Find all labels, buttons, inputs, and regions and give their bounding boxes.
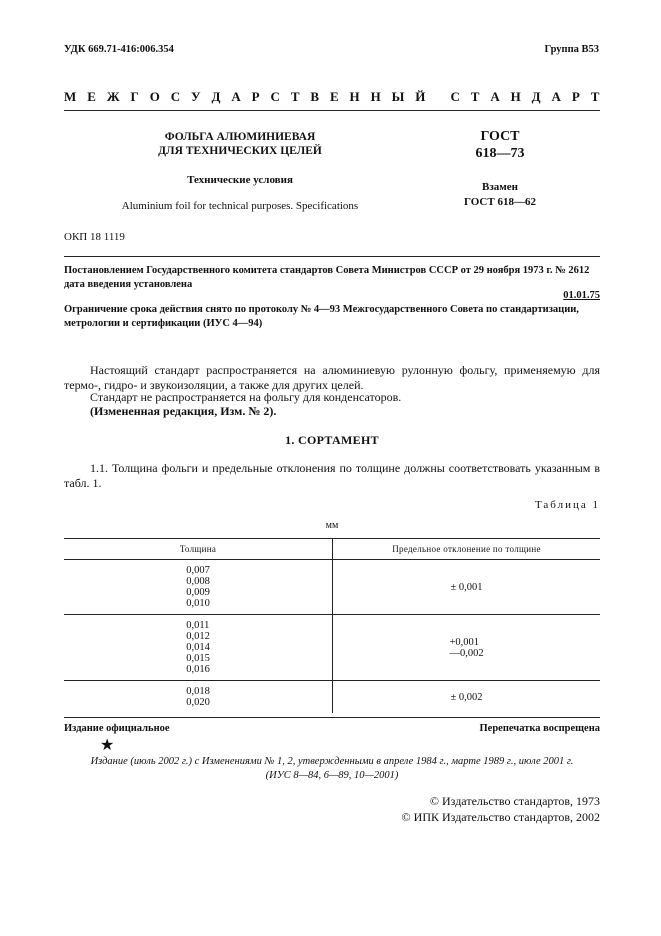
heading-letter: [184, 89, 187, 105]
limitation-text: Ограничение срока действия снято по протоколу № 4—93 Межгосударственного Совета по стандартизации, метрологии и сертификации (ИУС 4—94): [64, 304, 579, 329]
paragraph-1-1: 1.1. Толщина фольги и предельные отклонения по толщине должны соответствовать указанным в табл. 1.: [64, 461, 600, 490]
heading-letter: [429, 89, 432, 105]
heading-letter: [284, 89, 287, 105]
heading-letter: С: [270, 89, 280, 104]
heading-letter: М: [64, 89, 77, 104]
gost-number: ГОСТ 618—73: [475, 129, 525, 161]
standard-type-heading: [64, 89, 600, 105]
heading-letter: Е: [87, 89, 96, 104]
edition-note: Издание (июль 2002 г.) с Изменениями № 1, 2, утвержденными в апреле 1984 г., марте 1989 г., июле 2001 г. (ИУС 8—84, 6—89, 10—2001): [90, 756, 574, 781]
heading-letter: [80, 89, 83, 105]
heading-letter: Ж: [106, 89, 120, 104]
heading-letter: Е: [329, 89, 339, 104]
table-unit: мм: [325, 520, 339, 531]
english-title: Aluminium foil for technical purposes. Specifications: [121, 200, 359, 212]
heading-letter: Р: [251, 89, 260, 104]
heading-letter: А: [490, 89, 500, 104]
paragraph-exclusion: Стандарт не распространяется на фольгу для конденсаторов.: [90, 390, 402, 404]
heading-letter: [364, 89, 367, 105]
group-code: Группа В53: [544, 44, 599, 55]
deviation-cell: ± 0,002: [450, 691, 483, 703]
replaces-standard: Взамен ГОСТ 618—62: [464, 181, 536, 208]
official-edition-label: Издание официальное: [64, 723, 170, 734]
section-title: 1. СОРТАМЕНТ: [285, 433, 379, 447]
heading-letter: [584, 89, 587, 105]
heading-letter: С: [170, 89, 181, 104]
heading-letter: А: [551, 89, 561, 104]
heading-letter: [323, 89, 326, 105]
heading-letter: [436, 89, 439, 105]
heading-letter: [204, 89, 207, 105]
thickness-cell: 0,018 0,020: [186, 686, 210, 708]
heading-letter: [303, 89, 306, 105]
decree-text: Постановлением Государственного комитета стандартов Совета Министров СССР от 29 ноября 1973 г. № 2612 дата введения установлена: [64, 265, 590, 290]
table-caption: Таблица 1: [534, 499, 600, 511]
heading-letter: У: [191, 89, 201, 104]
thickness-table: [64, 538, 600, 713]
deviation-cell: ± 0,001: [450, 581, 483, 593]
heading-letter: О: [149, 89, 160, 104]
document-title: ФОЛЬГА АЛЮМИНИЕВАЯ ДЛЯ ТЕХНИЧЕСКИХ ЦЕЛЕЙ: [158, 131, 322, 157]
heading-letter: [100, 89, 103, 105]
heading-letter: Г: [130, 89, 139, 104]
table-row: [64, 560, 600, 615]
heading-letter: Т: [470, 89, 480, 104]
thickness-cell: 0,011 0,012 0,014 0,015 0,016: [186, 620, 210, 675]
table-row: [64, 615, 600, 681]
document-subtitle: Технические условия: [187, 174, 293, 186]
heading-letter: [408, 89, 411, 105]
copyright-1973: © Издательство стандартов, 1973: [429, 794, 600, 808]
heading-letter: [342, 89, 345, 105]
heading-letter: Р: [571, 89, 580, 104]
heading-letter: Н: [510, 89, 521, 104]
heading-letter: [504, 89, 507, 105]
table-header-deviation: Предельное отклонение по толщине: [333, 539, 601, 560]
table-row: [64, 681, 600, 714]
heading-letter: [443, 89, 446, 105]
heading-letter: Д: [531, 89, 541, 104]
heading-letter: С: [450, 89, 460, 104]
table-header-thickness: Толщина: [64, 539, 333, 560]
heading-letter: [263, 89, 266, 105]
heading-letter: [164, 89, 167, 105]
heading-letter: Й: [415, 89, 426, 104]
intro-date: 01.01.75: [563, 290, 600, 301]
heading-letter: [245, 89, 248, 105]
title-divider: [64, 256, 600, 257]
heading-letter: Н: [370, 89, 381, 104]
heading-letter: [123, 89, 126, 105]
heading-letter: В: [310, 89, 320, 104]
heading-letter: [224, 89, 227, 105]
heading-letter: Т: [590, 89, 600, 104]
heading-letter: Д: [211, 89, 221, 104]
okp-code: ОКП 18 1119: [64, 231, 125, 243]
heading-letter: А: [231, 89, 241, 104]
copyright-2002: © ИПК Издательство стандартов, 2002: [401, 810, 600, 824]
deviation-cell: +0,001 —0,002: [449, 636, 484, 659]
star-icon: ★: [100, 737, 115, 754]
heading-letter: [483, 89, 486, 105]
heading-letter: [464, 89, 467, 105]
heading-letter: Т: [290, 89, 300, 104]
paragraph-revision: (Измененная редакция, Изм. № 2).: [90, 404, 277, 418]
heading-letter: [565, 89, 568, 105]
heading-letter: [525, 89, 528, 105]
heading-letter: [385, 89, 388, 105]
heading-letter: Н: [349, 89, 360, 104]
heading-letter: Ы: [391, 89, 405, 104]
udk-code: УДК 669.71-416:006.354: [64, 44, 174, 55]
footer-divider: [64, 717, 600, 718]
heading-letter: [143, 89, 146, 105]
header-divider: [64, 110, 600, 111]
reprint-prohibited-label: Перепечатка воспрещена: [479, 723, 600, 734]
thickness-cell: 0,007 0,008 0,009 0,010: [186, 565, 210, 609]
paragraph-scope: Настоящий стандарт распространяется на алюминиевую рулонную фольгу, применяемую для термо-, гидро- и звукоизоляции, а также для других целей.: [64, 363, 600, 392]
heading-letter: [544, 89, 547, 105]
